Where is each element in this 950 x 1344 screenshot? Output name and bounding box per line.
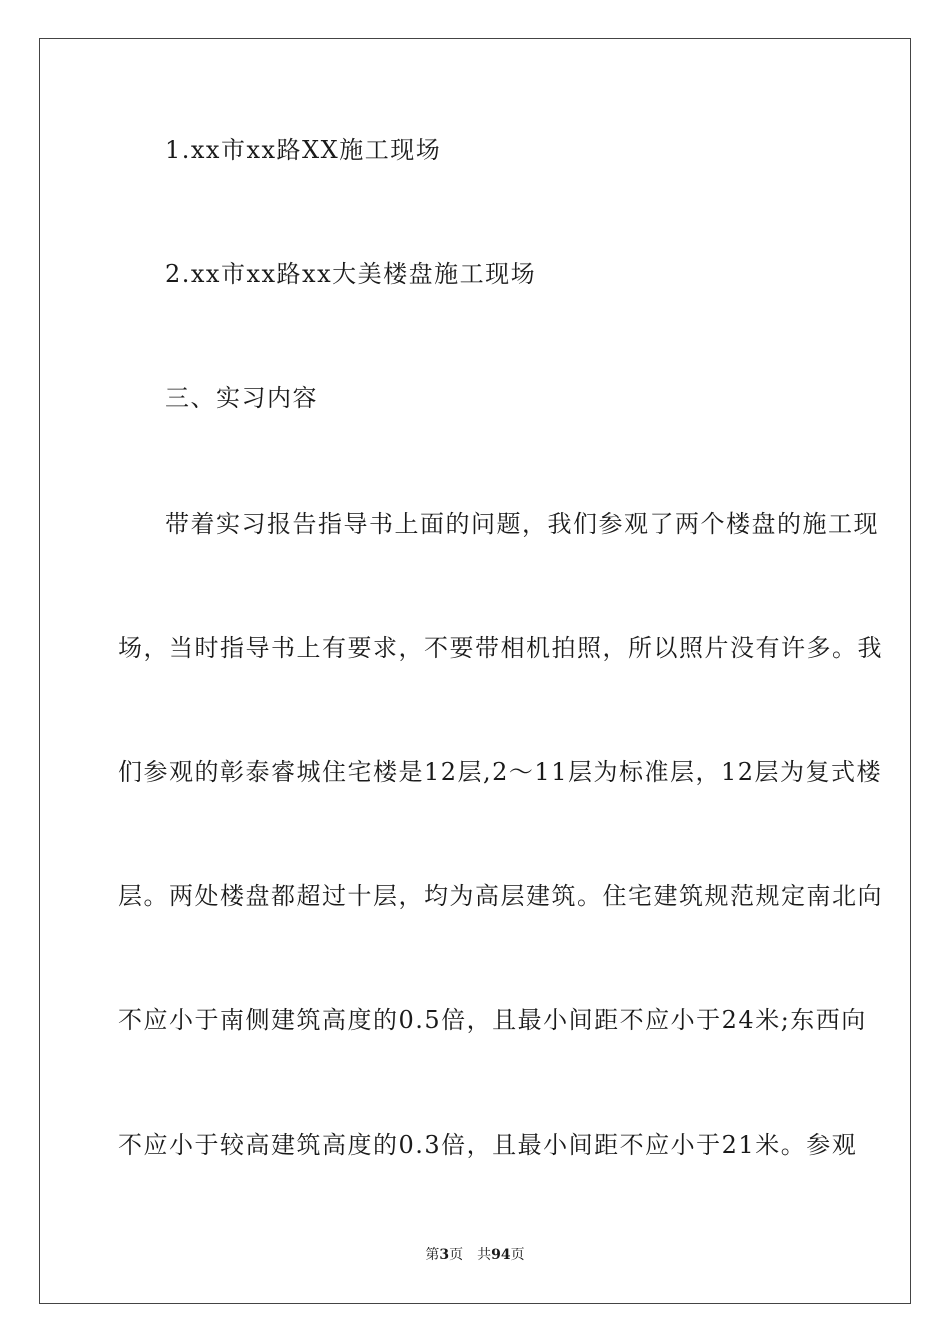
list-item-site-1: 1.xx市xx路XX施工现场 — [165, 136, 442, 164]
footer-total-number: 94 — [491, 1247, 511, 1263]
footer-total-prefix: 共 — [477, 1247, 492, 1263]
footer-page-suffix: 页 — [449, 1247, 464, 1263]
footer-page-prefix: 第 — [425, 1247, 440, 1263]
paragraph-line-6: 不应小于较高建筑高度的0.3倍，且最小间距不应小于21米。参观 — [118, 1131, 858, 1159]
footer-page-number: 3 — [439, 1247, 450, 1263]
paragraph-line-3: 们参观的彰泰睿城住宅楼是12层,2～11层为标准层，12层为复式楼 — [118, 758, 883, 786]
paragraph-line-1: 带着实习报告指导书上面的问题，我们参观了两个楼盘的施工现 — [165, 510, 879, 538]
paragraph-line-4: 层。两处楼盘都超过十层，均为高层建筑。住宅建筑规范规定南北向 — [118, 882, 883, 910]
list-item-site-2: 2.xx市xx路xx大美楼盘施工现场 — [165, 260, 537, 288]
section-heading: 三、实习内容 — [165, 384, 318, 412]
paragraph-line-2: 场，当时指导书上有要求，不要带相机拍照，所以照片没有许多。我 — [118, 634, 883, 662]
footer-total-suffix: 页 — [510, 1247, 525, 1263]
paragraph-line-5: 不应小于南侧建筑高度的0.5倍，且最小间距不应小于24米;东西向 — [118, 1006, 867, 1034]
page-footer — [0, 1246, 950, 1264]
page-border — [39, 38, 911, 1304]
